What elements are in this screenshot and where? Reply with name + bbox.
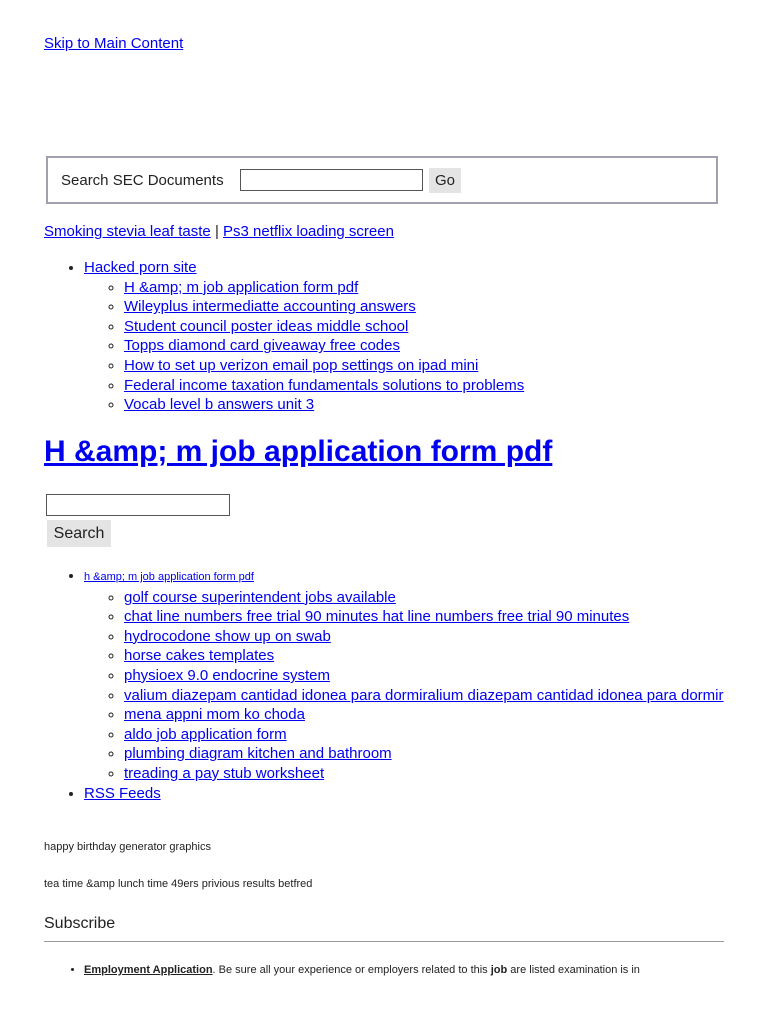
bottom-text-before: . Be sure all your experience or employers related to this (212, 964, 491, 976)
nav1-link[interactable]: How to set up verizon email pop settings on ipad mini (124, 356, 479, 374)
bottom-list (44, 962, 744, 978)
nav1-top-item (84, 258, 744, 415)
skip-to-main-content-link[interactable]: Skip to Main Content (44, 35, 184, 52)
search-label: Search SEC Documents (61, 172, 224, 189)
nav2-top-item (84, 566, 734, 784)
go-button[interactable]: Go (429, 168, 461, 193)
rss-feeds-link[interactable]: RSS Feeds (84, 784, 161, 802)
list-item (124, 666, 734, 686)
nav2-link[interactable]: mena appni mom ko choda (124, 706, 305, 724)
nav2-link[interactable]: physioex 9.0 endocrine system (124, 666, 330, 684)
list-item (124, 725, 734, 745)
list-item (124, 686, 734, 706)
rss-item (84, 784, 734, 804)
nav-list-1 (44, 258, 744, 415)
related-links (44, 223, 394, 240)
nav1-link[interactable]: Student council poster ideas middle school (124, 317, 409, 335)
list-item (124, 764, 734, 784)
nav1-link[interactable]: H &amp; m job application form pdf (124, 278, 359, 296)
list-item (124, 317, 744, 337)
related-link-2[interactable]: Ps3 netflix loading screen (223, 223, 394, 240)
nav1-link[interactable]: Federal income taxation fundamentals solutions to problems (124, 376, 525, 394)
nav1-link[interactable]: Vocab level b answers unit 3 (124, 396, 315, 414)
sec-search-box (46, 156, 718, 204)
list-item (124, 744, 734, 764)
list-item (124, 607, 734, 627)
search-field[interactable] (46, 494, 230, 516)
nav2-link[interactable]: hydrocodone show up on swab (124, 627, 331, 645)
list-item (124, 278, 744, 298)
nav2-top-link[interactable]: h &amp; m job application form pdf (84, 571, 254, 583)
page-title-link[interactable]: H &amp; m job application form pdf (44, 435, 553, 468)
bottom-bold-text: job (490, 964, 508, 976)
list-item (84, 962, 744, 978)
nav2-link[interactable]: golf course superintendent jobs available (124, 588, 396, 606)
employment-application-label: Employment Application (84, 964, 213, 976)
list-item (124, 336, 744, 356)
search-button[interactable]: Search (47, 520, 111, 547)
search-input[interactable] (240, 169, 423, 191)
related-separator: | (214, 223, 219, 240)
nav1-top-link[interactable]: Hacked porn site (84, 259, 197, 276)
bottom-text-after: are listed examination is in (507, 964, 640, 976)
subscribe-heading: Subscribe (44, 915, 116, 932)
nav-list-2 (44, 566, 734, 803)
nav2-link[interactable]: aldo job application form (124, 725, 287, 743)
static-text-2: tea time &amp lunch time 49ers privious results betfred (44, 878, 313, 890)
nav2-link[interactable]: plumbing diagram kitchen and bathroom (124, 745, 392, 763)
list-item (124, 376, 744, 396)
employment-application-link[interactable] (84, 964, 213, 976)
page-title (44, 432, 552, 472)
list-item (124, 395, 744, 415)
list-item (124, 356, 744, 376)
static-text-1: happy birthday generator graphics (44, 841, 211, 853)
list-item (124, 646, 734, 666)
divider (44, 941, 724, 942)
list-item (124, 297, 744, 317)
list-item (124, 705, 734, 725)
nav2-link[interactable]: treading a pay stub worksheet (124, 764, 325, 782)
list-item (124, 588, 734, 608)
list-item (124, 627, 734, 647)
related-link-1[interactable]: Smoking stevia leaf taste (44, 223, 211, 240)
nav1-link[interactable]: Wileyplus intermediatte accounting answers (124, 298, 416, 316)
nav2-link[interactable]: horse cakes templates (124, 647, 275, 665)
nav1-link[interactable]: Topps diamond card giveaway free codes (124, 337, 400, 355)
nav2-link[interactable]: chat line numbers free trial 90 minutes hat line numbers free trial 90 minutes (124, 608, 630, 626)
nav2-link[interactable]: valium diazepam cantidad idonea para dormiralium diazepam cantidad idonea para dormir (124, 686, 724, 704)
